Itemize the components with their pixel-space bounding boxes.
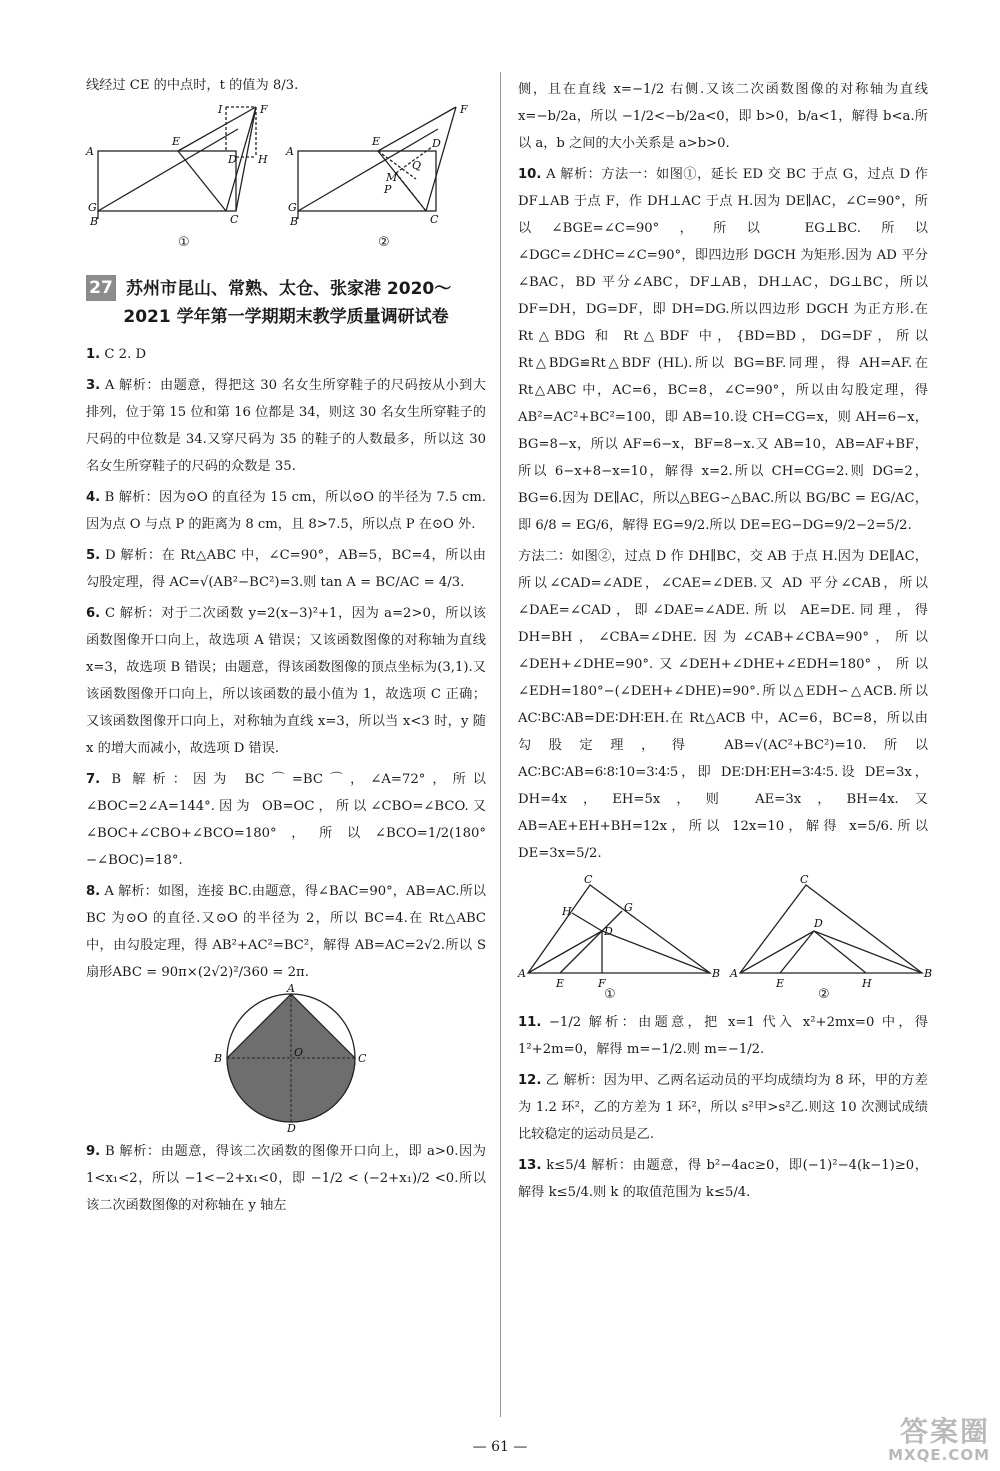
svg-text:G: G [88, 201, 97, 214]
answer-item: 9. B 解析：由题意，得该二次函数的图像开口向上，即 a>0.因为 1<x₁<2，所以 −1<−2+x₁<0，即 −1/2 < (−2+x₁)/2 <0.所以该二次函数图像的对称轴在 y 轴左 [86, 1144, 486, 1213]
answer-item: 8. A 解析：如图，连接 BC.由题意，得∠BAC=90°，AB=AC.所以 BC 为⊙O 的直径.又⊙O 的半径为 2，所以 BC=4.在 Rt△ABC 中，由勾股定理，得 AB²+AC²=BC²，解得 AB=AC=2√2.所以 S扇形ABC = 90π×(2√2)²/360 = 2π. [86, 884, 486, 980]
svg-text:E: E [172, 135, 181, 148]
answer-item: 方法二：如图②，过点 D 作 DH∥BC，交 AB 于点 H.因为 DE∥AC，所以∠CAD=∠ADE，∠CAE=∠DEB.又 AD 平分∠CAB，所以∠DAE=∠CAD，即∠DAE=∠ADE.所以 AE=DE.同理，得 DH=BH，∠CBA=∠DHE.因为∠CAB+∠CBA=90°，所以∠DEH+∠DHE=90°.又∠DEH+∠DHE+∠EDH=180°，所以∠EDH=180°−(∠DEH+∠DHE)=90°.所以△EDH∽△ACB.所以 AC∶BC∶AB=DE∶DH∶EH.在 Rt△ACB 中，AC=6，BC=8，所以由勾股定理，得 AB=√(AC²+BC²)=10.所以 AC∶BC∶AB=6∶8∶10=3∶4∶5，即 DE∶DH∶EH=3∶4∶5.设 DE=3x，DH=4x，EH=5x，则 AE=3x，BH=4x.又 AB=AE+EH+BH=12x，所以 12x=10，解得 x=5/6.所以 DE=3x=5/2. [518, 549, 928, 861]
answer-item: 4. B 解析：因为⊙O 的直径为 15 cm，所以⊙O 的半径为 7.5 cm.因为点 O 与点 P 的距离为 8 cm，且 8>7.5，所以点 P 在⊙O 外. [86, 490, 486, 532]
answer-item: 1. C 2. D [86, 347, 147, 362]
svg-text:F: F [260, 103, 268, 116]
watermark-logo [840, 1415, 990, 1466]
svg-text:A: A [730, 967, 738, 980]
svg-text:B: B [712, 967, 721, 980]
svg-text:I: I [218, 103, 223, 116]
svg-text:A: A [86, 145, 94, 158]
fig-top-caption-1: ① [178, 235, 190, 250]
answer-item: 3. A 解析：由题意，得把这 30 名女生所穿鞋子的尺码按从小到大排列，位于第 15 位和第 16 位都是 34，则这 30 名女生所穿鞋子的尺码的中位数是 34.又穿尺码为 35 的鞋子的人数最多，所以这 30 名女生所穿鞋子的尺码的众数是 35. [86, 378, 486, 474]
figure-triangle-1 [518, 873, 721, 993]
column-divider [500, 72, 501, 1417]
section-title-line1: 苏州市昆山、常熟、太仓、张家港 2020～ [126, 279, 452, 299]
triangle-figures [518, 873, 933, 1005]
svg-text:Q: Q [412, 159, 422, 172]
svg-text:G: G [288, 201, 297, 214]
svg-text:C: C [584, 873, 593, 886]
watermark-brand: 答案圈 [899, 1415, 990, 1448]
svg-text:P: P [384, 183, 392, 196]
svg-text:C: C [358, 1052, 367, 1065]
answer-item: 6. C 解析：对于二次函数 y=2(x−3)²+1，因为 a=2>0，所以该函数图像开口向上，故选项 A 错误；又该函数图像的对称轴为直线 x=3，故选项 B 错误；由题意，得该函数图像的顶点坐标为(3,1).又该函数图像开口向上，所以该函数的最小值为 1，故选项 C 正确；又该函数图像开口向上，对称轴为直线 x=3，所以当 x<3 时，y 随 x 的增大而减小，故选项 D 错误. [86, 606, 486, 756]
svg-text:D: D [814, 917, 823, 930]
svg-text:D: D [432, 137, 441, 150]
section-title-line2: 2021 学年第一学期期末教学质量调研试卷 [123, 307, 449, 327]
svg-text:B: B [90, 215, 99, 228]
svg-text:E: E [776, 977, 785, 990]
intro-line: 线经过 CE 的中点时，t 的值为 8/3. [86, 78, 299, 93]
svg-text:G: G [624, 901, 633, 914]
fig-triangle-caption-2: ② [818, 987, 830, 1002]
fig-triangle-caption-1: ① [604, 987, 616, 1002]
svg-text:A: A [287, 982, 295, 995]
page-number: — 61 — [472, 1439, 528, 1455]
right-column [518, 72, 933, 1206]
answer-item: 5. D 解析：在 Rt△ABC 中，∠C=90°，AB=5，BC=4，所以由勾股定理，得 AC=√(AB²−BC²)=3.则 tan A = BC/AC = 4/3. [86, 548, 486, 590]
watermark-domain: MXQE.COM [888, 1446, 990, 1464]
svg-text:C: C [230, 213, 239, 226]
svg-text:C: C [800, 873, 809, 886]
answer-item: 11. −1/2 解析：由题意，把 x=1 代入 x²+2mx=0 中，得 1²+2m=0，解得 m=−1/2.则 m=−1/2. [518, 1015, 928, 1057]
section-number: 27 [86, 275, 116, 301]
svg-text:E: E [556, 977, 565, 990]
figure-circle-sector [86, 982, 486, 1135]
svg-text:E: E [372, 135, 381, 148]
answer-item: 10. A 解析：方法一：如图①，延长 ED 交 BC 于点 G，过点 D 作 DF⊥AB 于点 F，作 DH⊥AC 于点 H.因为 DE∥AC，∠C=90°，所以∠BGE=∠C=90°，所以 EG⊥BC.所以∠DGC=∠DHC=∠C=90°，即四边形 DGCH 为矩形.因为 AD 平分∠BAC，BD 平分∠ABC，DF⊥AB，DH⊥AC，DG⊥BC，所以 DF=DH，DG=DF，即 DH=DG.所以四边形 DGCH 为正方形.在 Rt△BDG 和 Rt△BDF 中，{BD=BD，DG=DF，所以 Rt△BDG≌Rt△BDF (HL).所以 BG=BF.同理，得 AH=AF.在 Rt△ABC 中，AC=6，BC=8，∠C=90°，所以由勾股定理，得 AB²=AC²+BC²=100，即 AB=10.设 CH=CG=x，则 AH=6−x，BG=8−x，所以 AF=6−x，BF=8−x.又 AB=10，AB=AF+BF，所以 6−x+8−x=10，解得 x=2.所以 CH=CG=2.则 DG=2，BG=6.因为 DE∥AC，所以△BEG∽△BAC.所以 BG/BC = EG/AC，即 6/8 = EG/6，解得 EG=9/2.所以 DE=EG−DG=9/2−2=5/2. [518, 167, 928, 533]
svg-text:H: H [258, 153, 268, 166]
fig-top-caption-2: ② [378, 235, 390, 250]
svg-text:D: D [604, 925, 613, 938]
svg-text:M: M [386, 171, 398, 184]
svg-text:B: B [214, 1052, 223, 1065]
svg-text:A: A [286, 145, 294, 158]
svg-text:D: D [228, 153, 237, 166]
svg-text:A: A [518, 967, 526, 980]
answer-item: 12. 乙 解析：因为甲、乙两名运动员的平均成绩均为 8 环，甲的方差为 1.2 环²，乙的方差为 1 环²，所以 s²甲>s²乙.则这 10 次测试成绩比较稳定的运动员是乙. [518, 1073, 928, 1142]
svg-text:C: C [430, 213, 439, 226]
figure-triangle-2 [730, 873, 933, 993]
answer-item: 7. B 解析：因为 BC⌒=BC⌒，∠A=72°，所以∠BOC=2∠A=144°.因为 OB=OC，所以∠CBO=∠BCO.又∠BOC+∠CBO+∠BCO=180°，所以∠BCO=1/2(180°−∠BOC)=18°. [86, 772, 486, 868]
svg-text:O: O [294, 1046, 304, 1059]
svg-text:D: D [287, 1122, 296, 1135]
svg-text:F: F [460, 103, 468, 116]
left-column [86, 72, 486, 1219]
top-figures [86, 103, 486, 257]
answer-item: 侧，且在直线 x=−1/2 右侧.又该二次函数图像的对称轴为直线 x=−b/2a，所以 −1/2<−b/2a<0，即 b>0，b/a<1，解得 b<a.所以 a，b 之间的大小关系是 a>b>0. [518, 82, 928, 151]
svg-text:H: H [562, 905, 572, 918]
svg-text:F: F [598, 977, 606, 990]
svg-text:B: B [290, 215, 299, 228]
section-header [86, 275, 486, 331]
answer-item: 13. k≤5/4 解析：由题意，得 b²−4ac≥0，即(−1)²−4(k−1)≥0，解得 k≤5/4.则 k 的取值范围为 k≤5/4. [518, 1158, 928, 1200]
svg-text:B: B [924, 967, 933, 980]
svg-text:H: H [862, 977, 872, 990]
